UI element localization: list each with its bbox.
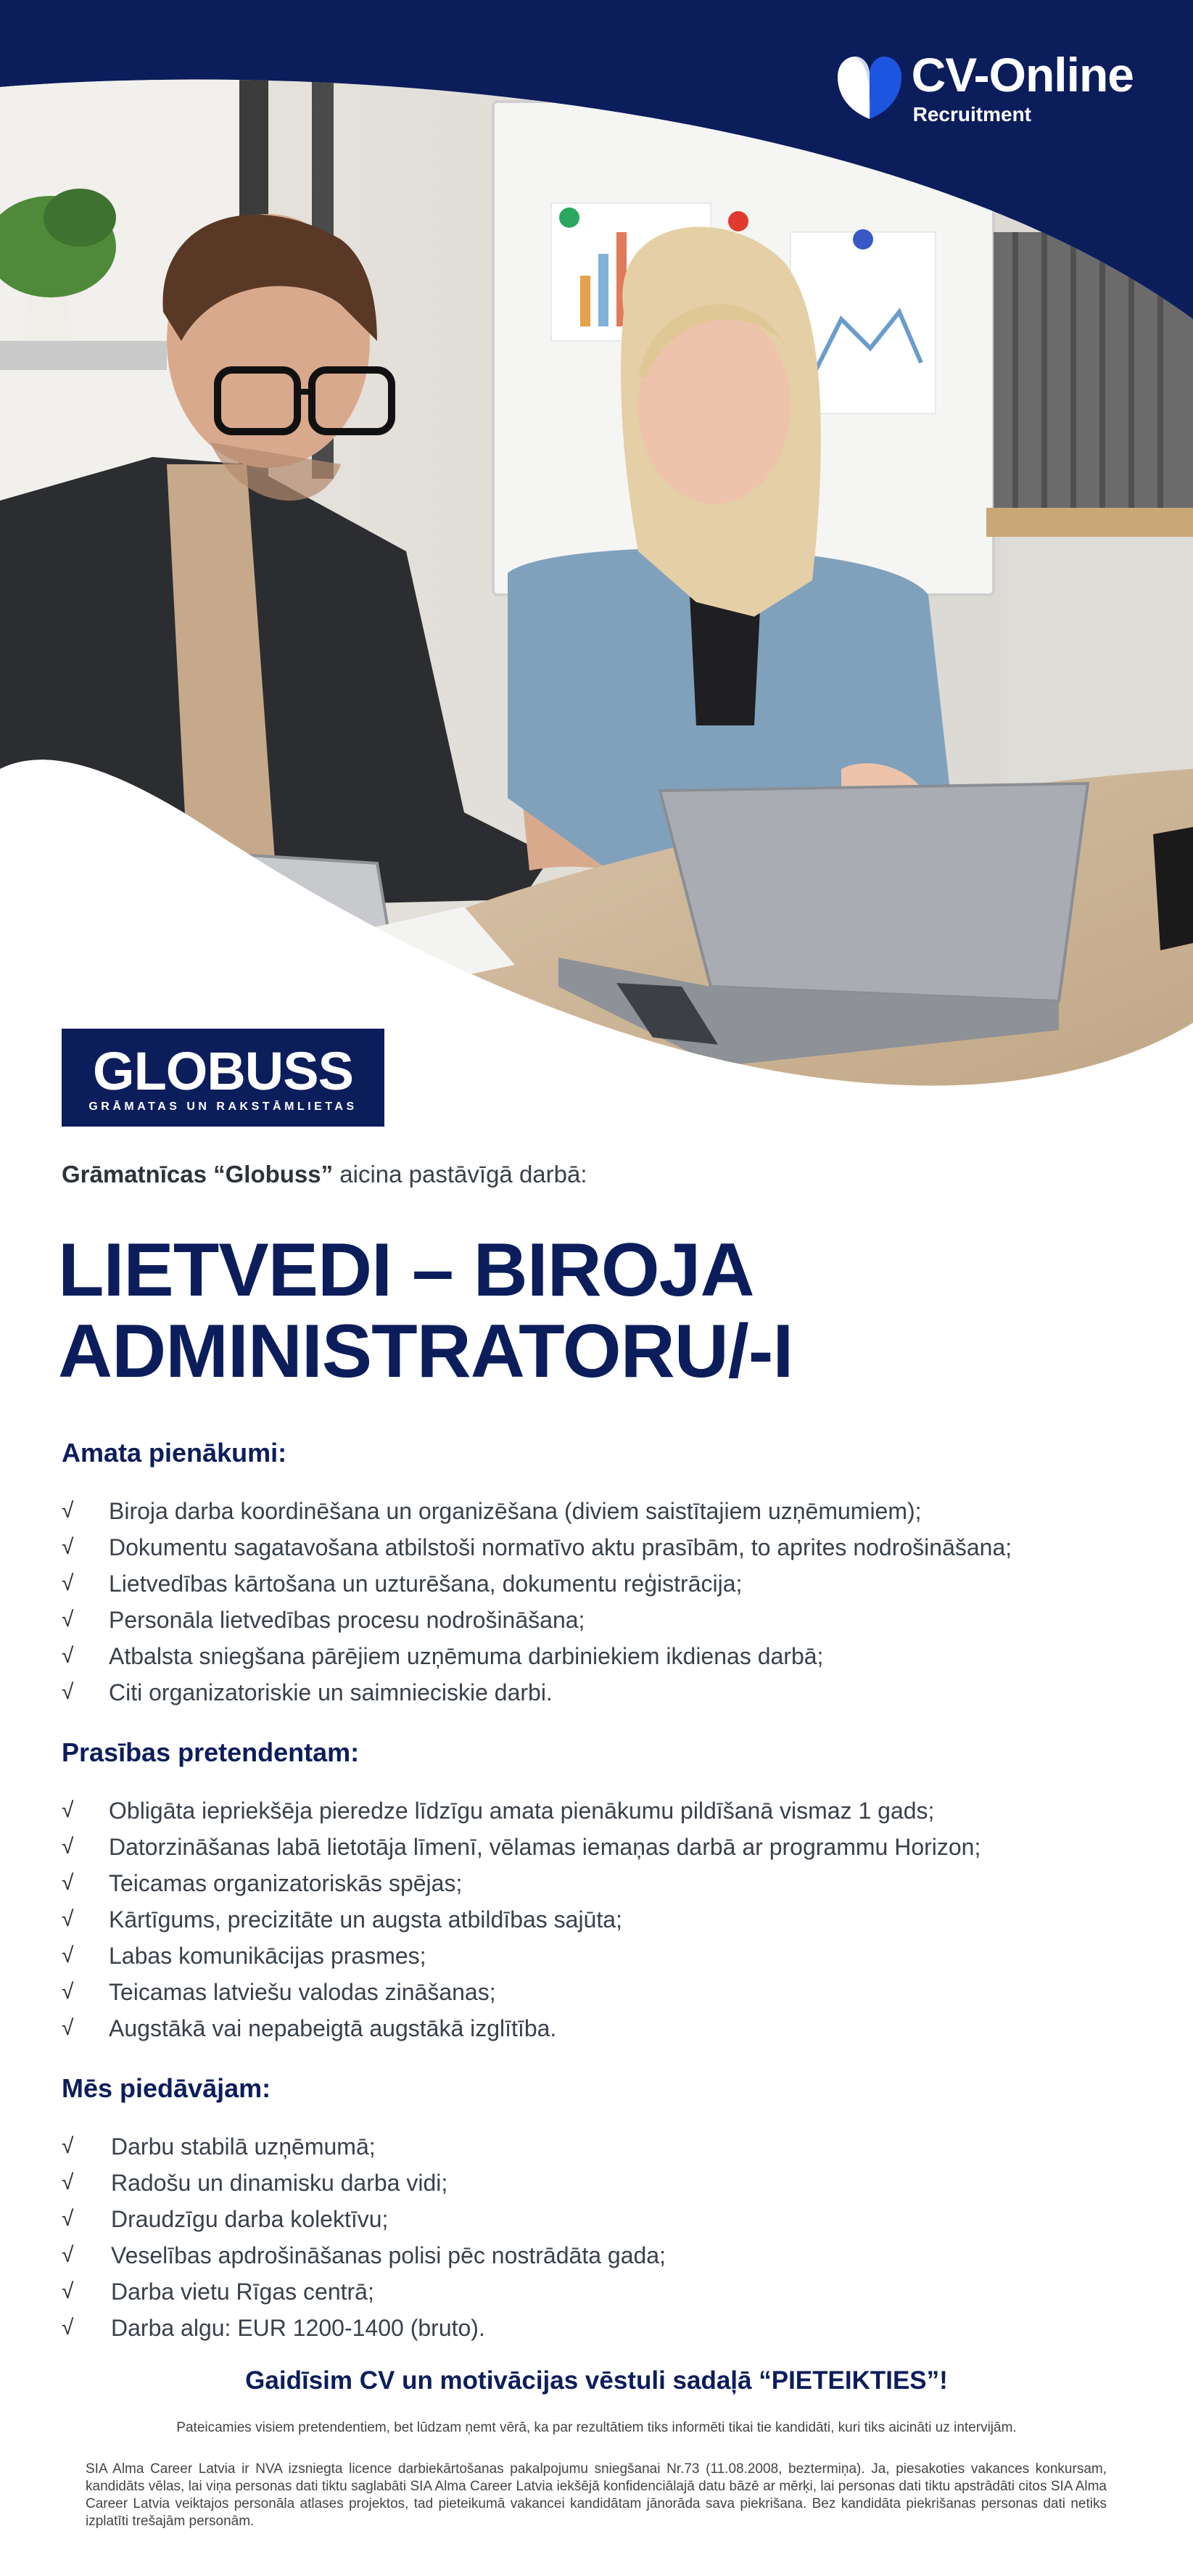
brand-name: CV-Online [911, 48, 1134, 102]
list-item: √ Augstākā vai nepabeigtā augstākā izglītība. [62, 2010, 1149, 2046]
checkmark-icon: √ [62, 1499, 74, 1523]
list-item: √ Labas komunikācijas prasmes; [62, 1938, 1149, 1974]
list-item: √ Biroja darba koordinēšana un organizēšana (diviem saistītajiem uzņēmumiem); [62, 1493, 1149, 1529]
list-item: √ Teicamas latviešu valodas zināšanas; [62, 1974, 1149, 2010]
globuss-logo-tagline: GRĀMATAS UN RAKSTĀMLIETAS [88, 1100, 358, 1113]
call-to-action: Gaidīsim CV un motivācijas vēstuli sadaļā “PIETEIKTIES”! [245, 2366, 948, 2395]
cv-online-logo-icon [833, 52, 906, 125]
duties-list [62, 1493, 1149, 1711]
list-item: √ Darbu stabilā uzņēmumā; [62, 2128, 1149, 2165]
job-title-line1: LIETVEDI – BIROJA [58, 1228, 754, 1312]
offer-list [62, 2128, 1149, 2346]
requirements-heading: Prasības pretendentam: [62, 1737, 360, 1767]
list-item: √ Personāla lietvedības procesu nodrošināšana; [62, 1602, 1149, 1638]
checkmark-icon: √ [62, 2207, 74, 2231]
offer-heading: Mēs piedāvājam: [62, 2073, 271, 2103]
checkmark-icon: √ [62, 2170, 74, 2194]
globuss-logo-word: GLOBUSS [93, 1041, 353, 1101]
globuss-logo [62, 1029, 384, 1127]
list-item: √ Veselības apdrošināšanas polisi pēc nostrādāta gada; [62, 2237, 1149, 2273]
brand-subtitle: Recruitment [912, 103, 1031, 125]
checkmark-icon: √ [62, 2279, 74, 2303]
list-item: √ Obligāta iepriekšēja pieredze līdzīgu amata pienākumu pildīšanā vismaz 1 gads; [62, 1793, 1149, 1829]
list-item: √ Draudzīgu darba kolektīvu; [62, 2201, 1149, 2237]
checkmark-icon: √ [62, 1980, 74, 2004]
requirements-list [62, 1793, 1149, 2046]
duties-heading: Amata pienākumi: [62, 1438, 287, 1468]
list-item: √ Radošu un dinamisku darba vidi; [62, 2165, 1149, 2201]
checkmark-icon: √ [62, 1571, 74, 1595]
list-item: √ Dokumentu sagatavošana atbilstoši normatīvo aktu prasībām, to aprites nodrošināšana; [62, 1529, 1149, 1565]
checkmark-icon: √ [62, 2134, 74, 2158]
list-item: √ Darba vietu Rīgas centrā; [62, 2273, 1149, 2310]
hero-banner [0, 0, 1193, 1132]
list-item: √ Darba algu: EUR 1200-1400 (bruto). [62, 2310, 1149, 2346]
checkmark-icon: √ [62, 1535, 74, 1559]
list-item: √ Atbalsta sniegšana pārējiem uzņēmuma darbiniekiem ikdienas darbā; [62, 1638, 1149, 1674]
list-item: √ Lietvedības kārtošana un uzturēšana, dokumentu reģistrācija; [62, 1565, 1149, 1602]
legal-notice: SIA Alma Career Latvia ir NVA izsniegta licence darbiekārtošanas pakalpojumu sniegšanai Nr.73 (11.08.2008, beztermiņa). Ja, piesakoties vakances konkursam, kandidāts vēlas, lai viņa personas dati tiktu saglabāti SIA Alma Career Latvia iekšējā konfidenciālajā datu bāzē ar mērķi, lai personas dati tiktu apstrādāti citos SIA Alma Career Latvia veiktajos personāla atlases projektos, tad pieteikumā vakancei kandidātam jānorāda sava piekrišana. Bez kandidāta piekrišanas personas dati netiks izplatīti trešajām personām. [86, 2461, 1107, 2529]
checkmark-icon: √ [62, 2016, 74, 2040]
checkmark-icon: √ [62, 2243, 74, 2267]
list-item: √ Datorzināšanas labā lietotāja līmenī, vēlamas iemaņas darbā ar programmu Horizon; [62, 1829, 1149, 1865]
checkmark-icon: √ [62, 1835, 74, 1859]
checkmark-icon: √ [62, 1907, 74, 1931]
intro-rest: aicina pastāvīgā darbā: [333, 1161, 587, 1188]
checkmark-icon: √ [62, 1871, 74, 1895]
list-item: √ Citi organizatoriskie un saimnieciskie darbi. [62, 1674, 1149, 1711]
duties-section [62, 1438, 1149, 1711]
requirements-section [62, 1737, 1149, 2046]
offer-section [62, 2073, 1149, 2346]
checkmark-icon: √ [62, 2316, 74, 2340]
checkmark-icon: √ [62, 1798, 74, 1822]
list-item: √ Kārtīgums, precizitāte un augsta atbildības sajūta; [62, 1901, 1149, 1938]
cv-online-brand [833, 48, 1134, 126]
job-title-line2: ADMINISTRATORU/-I [58, 1309, 793, 1394]
list-item: √ Teicamas organizatoriskās spējas; [62, 1865, 1149, 1901]
checkmark-icon: √ [62, 1943, 74, 1967]
checkmark-icon: √ [62, 1680, 74, 1704]
checkmark-icon: √ [62, 1644, 74, 1668]
intro-company: Grāmatnīcas “Globuss” [62, 1161, 334, 1188]
thanks-note: Pateicamies visiem pretendentiem, bet lūdzam ņemt vērā, ka par rezultātiem tiks informēti tikai tie kandidāti, kuri tiks aicināti uz intervijām. [176, 2420, 1017, 2435]
intro-line [62, 1161, 587, 1188]
job-title [58, 1230, 793, 1392]
checkmark-icon: √ [62, 1608, 74, 1631]
